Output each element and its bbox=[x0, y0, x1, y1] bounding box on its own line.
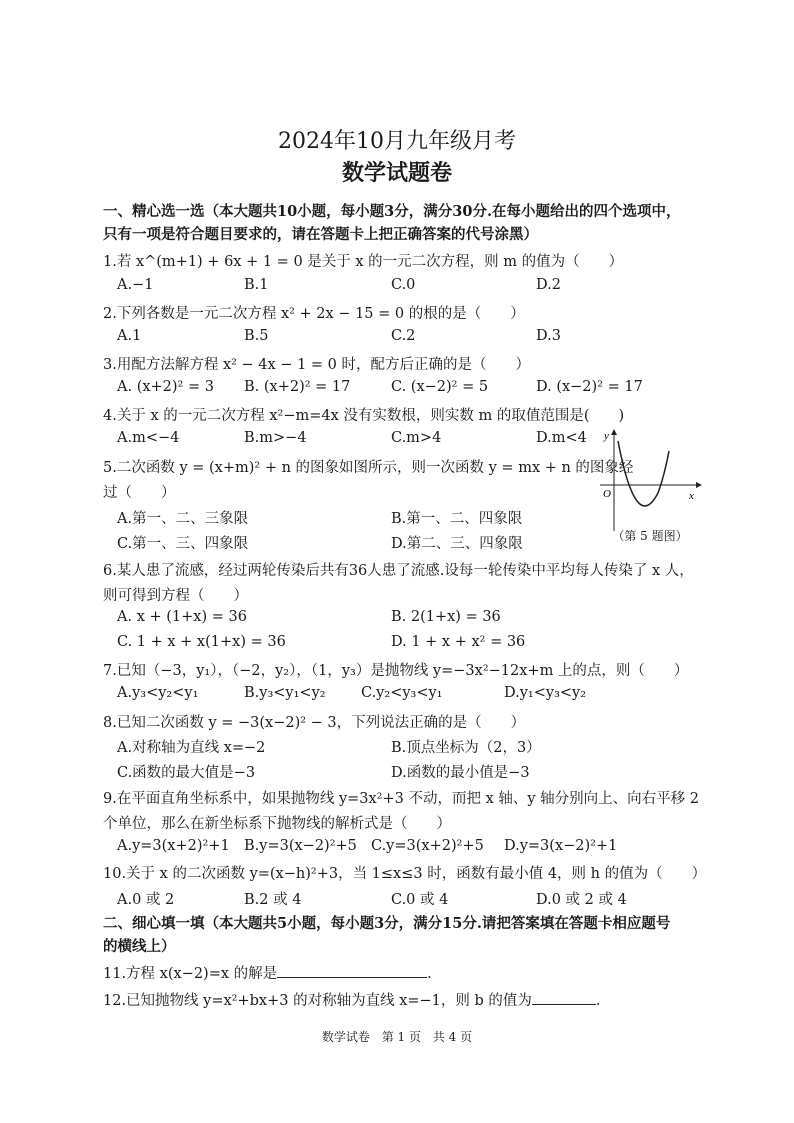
question-12-tail: . bbox=[595, 993, 601, 1009]
question-1-option-b: B.1 bbox=[244, 277, 269, 293]
question-9-stem-cont: 个单位，那么在新坐标系下抛物线的解析式是（ ） bbox=[103, 816, 451, 832]
question-10-option-b: B.2 或 4 bbox=[244, 892, 302, 908]
question-8-option-b: B.顶点坐标为（2，3） bbox=[391, 740, 541, 756]
question-4-stem: 4.关于 x 的一元二次方程 x²−m=4x 没有实数根，则实数 m 的取值范围是( ) bbox=[103, 408, 625, 424]
question-2-option-d: D.3 bbox=[536, 328, 561, 344]
question-4-option-c: C.m>4 bbox=[391, 430, 442, 446]
question-3-option-b: B. (x+2)² = 17 bbox=[244, 379, 351, 395]
question-5-option-a: A.第一、二、三象限 bbox=[117, 511, 249, 527]
question-7-option-d: D.y₁<y₃<y₂ bbox=[504, 685, 587, 701]
question-5-stem-cont: 过（ ） bbox=[103, 485, 176, 501]
question-7-option-c: C.y₂<y₃<y₁ bbox=[361, 685, 443, 701]
question-1-option-c: C.0 bbox=[391, 277, 416, 293]
question-2-stem: 2.下列各数是一元二次方程 x² + 2x − 15 = 0 的根的是（ ） bbox=[103, 306, 525, 322]
question-2-option-b: B.5 bbox=[244, 328, 269, 344]
question-12-stem: 12.已知抛物线 y=x²+bx+3 的对称轴为直线 x=−1，则 b 的值为 bbox=[103, 993, 532, 1009]
question-7-stem: 7.已知（−3，y₁），（−2，y₂），（1，y₃）是抛物线 y=−3x²−12x+m 上的点，则（ ） bbox=[103, 663, 689, 679]
footer-page-number: 第 1 页 bbox=[381, 1030, 421, 1044]
question-12 bbox=[103, 989, 601, 1010]
question-6-stem-cont: 则可得到方程（ ） bbox=[103, 588, 248, 604]
question-7-option-b: B.y₃<y₁<y₂ bbox=[244, 685, 326, 701]
y-axis-arrow bbox=[611, 429, 617, 435]
question-3-option-c: C. (x−2)² = 5 bbox=[391, 379, 489, 395]
question-11-answer-blank[interactable] bbox=[277, 965, 427, 978]
question-6-stem: 6.某人患了流感，经过两轮传染后共有36人患了流感.设每一轮传染中平均每人传染了 x 人， bbox=[103, 563, 694, 579]
question-10-stem: 10.关于 x 的二次函数 y=(x−h)²+3，当 1≤x≤3 时，函数有最小值 4，则 h 的值为（ ） bbox=[103, 866, 707, 882]
origin-label: O bbox=[603, 488, 611, 500]
page-footer bbox=[0, 1028, 794, 1045]
question-11-stem: 11.方程 x(x−2)=x 的解是 bbox=[103, 966, 278, 982]
question-5-option-d: D.第二、三、四象限 bbox=[391, 536, 523, 552]
question-9-option-a: A.y=3(x+2)²+1 bbox=[117, 838, 230, 854]
question-5-stem: 5.二次函数 y = (x+m)² + n 的图象如图所示，则一次函数 y = mx + n 的图象经 bbox=[103, 460, 634, 476]
footer-subject: 数学试卷 bbox=[321, 1030, 370, 1044]
question-4-option-d: D.m<4 bbox=[536, 430, 587, 446]
y-axis-label: y bbox=[604, 430, 609, 442]
question-2-option-c: C.2 bbox=[391, 328, 416, 344]
figure-caption: （第 5 题图） bbox=[612, 529, 688, 543]
question-2-option-a: A.1 bbox=[117, 328, 142, 344]
question-6-option-d: D. 1 + x + x² = 36 bbox=[391, 634, 526, 650]
question-3-option-a: A. (x+2)² = 3 bbox=[117, 379, 214, 395]
question-1-option-d: D.2 bbox=[536, 277, 561, 293]
question-1-option-a: A.−1 bbox=[117, 277, 154, 293]
question-5-option-c: C.第一、三、四象限 bbox=[117, 536, 249, 552]
question-10-option-d: D.0 或 2 或 4 bbox=[536, 892, 627, 908]
question-11 bbox=[103, 962, 432, 983]
question-1-stem: 1.若 x^(m+1) + 6x + 1 = 0 是关于 x 的一元二次方程，则 m 的值为（ ） bbox=[103, 254, 624, 270]
question-7-option-a: A.y₃<y₂<y₁ bbox=[117, 685, 199, 701]
question-11-tail: . bbox=[427, 966, 432, 982]
question-4-option-a: A.m<−4 bbox=[117, 430, 180, 446]
footer-total-pages: 共 4 页 bbox=[432, 1030, 473, 1044]
question-6-option-b: B. 2(1+x) = 36 bbox=[391, 609, 501, 625]
question-3-stem: 3.用配方法解方程 x² − 4x − 1 = 0 时，配方后正确的是（ ） bbox=[103, 357, 530, 373]
question-4-option-b: B.m>−4 bbox=[244, 430, 307, 446]
section2-heading: 二、细心填一填（本大题共5小题，每小题3分，满分15分.请把答案填在答题卡相应题号的横线上） bbox=[103, 915, 671, 955]
question-5-option-b: B.第一、二、四象限 bbox=[391, 511, 523, 527]
question-8-stem: 8.已知二次函数 y = −3(x−2)² − 3，下列说法正确的是（ ） bbox=[103, 715, 526, 731]
x-axis-arrow bbox=[696, 482, 702, 488]
x-axis-label: x bbox=[689, 490, 694, 502]
exam-subtitle: 数学试题卷 bbox=[341, 160, 452, 186]
question-10-option-c: C.0 或 4 bbox=[391, 892, 449, 908]
question-10-option-a: A.0 或 2 bbox=[117, 892, 175, 908]
question-3-option-d: D. (x−2)² = 17 bbox=[536, 379, 643, 395]
parabola-curve bbox=[618, 441, 669, 506]
question-12-answer-blank[interactable] bbox=[532, 992, 596, 1005]
question-8-option-c: C.函数的最大值是−3 bbox=[117, 765, 256, 781]
question-9-option-c: C.y=3(x+2)²+5 bbox=[371, 838, 484, 854]
question-9-stem: 9.在平面直角坐标系中，如果抛物线 y=3x²+3 不动，而把 x 轴、y 轴分别向上、向右平移 2 bbox=[103, 791, 700, 807]
question-8-option-d: D.函数的最小值是−3 bbox=[391, 765, 530, 781]
question-9-option-b: B.y=3(x−2)²+5 bbox=[244, 838, 357, 854]
section1-heading: 一、精心选一选（本大题共10小题，每小题3分，满分30分.在每小题给出的四个选项中，只有一项是符合题目要求的，请在答题卡上把正确答案的代号涂黑） bbox=[103, 203, 681, 243]
question-8-option-a: A.对称轴为直线 x=−2 bbox=[117, 740, 266, 756]
question-6-option-a: A. x + (1+x) = 36 bbox=[117, 609, 247, 625]
question-9-option-d: D.y=3(x−2)²+1 bbox=[504, 838, 618, 854]
question-6-option-c: C. 1 + x + x(1+x) = 36 bbox=[117, 634, 286, 650]
exam-title: 2024年10月九年级月考 bbox=[278, 129, 516, 154]
parabola-figure bbox=[596, 415, 704, 545]
